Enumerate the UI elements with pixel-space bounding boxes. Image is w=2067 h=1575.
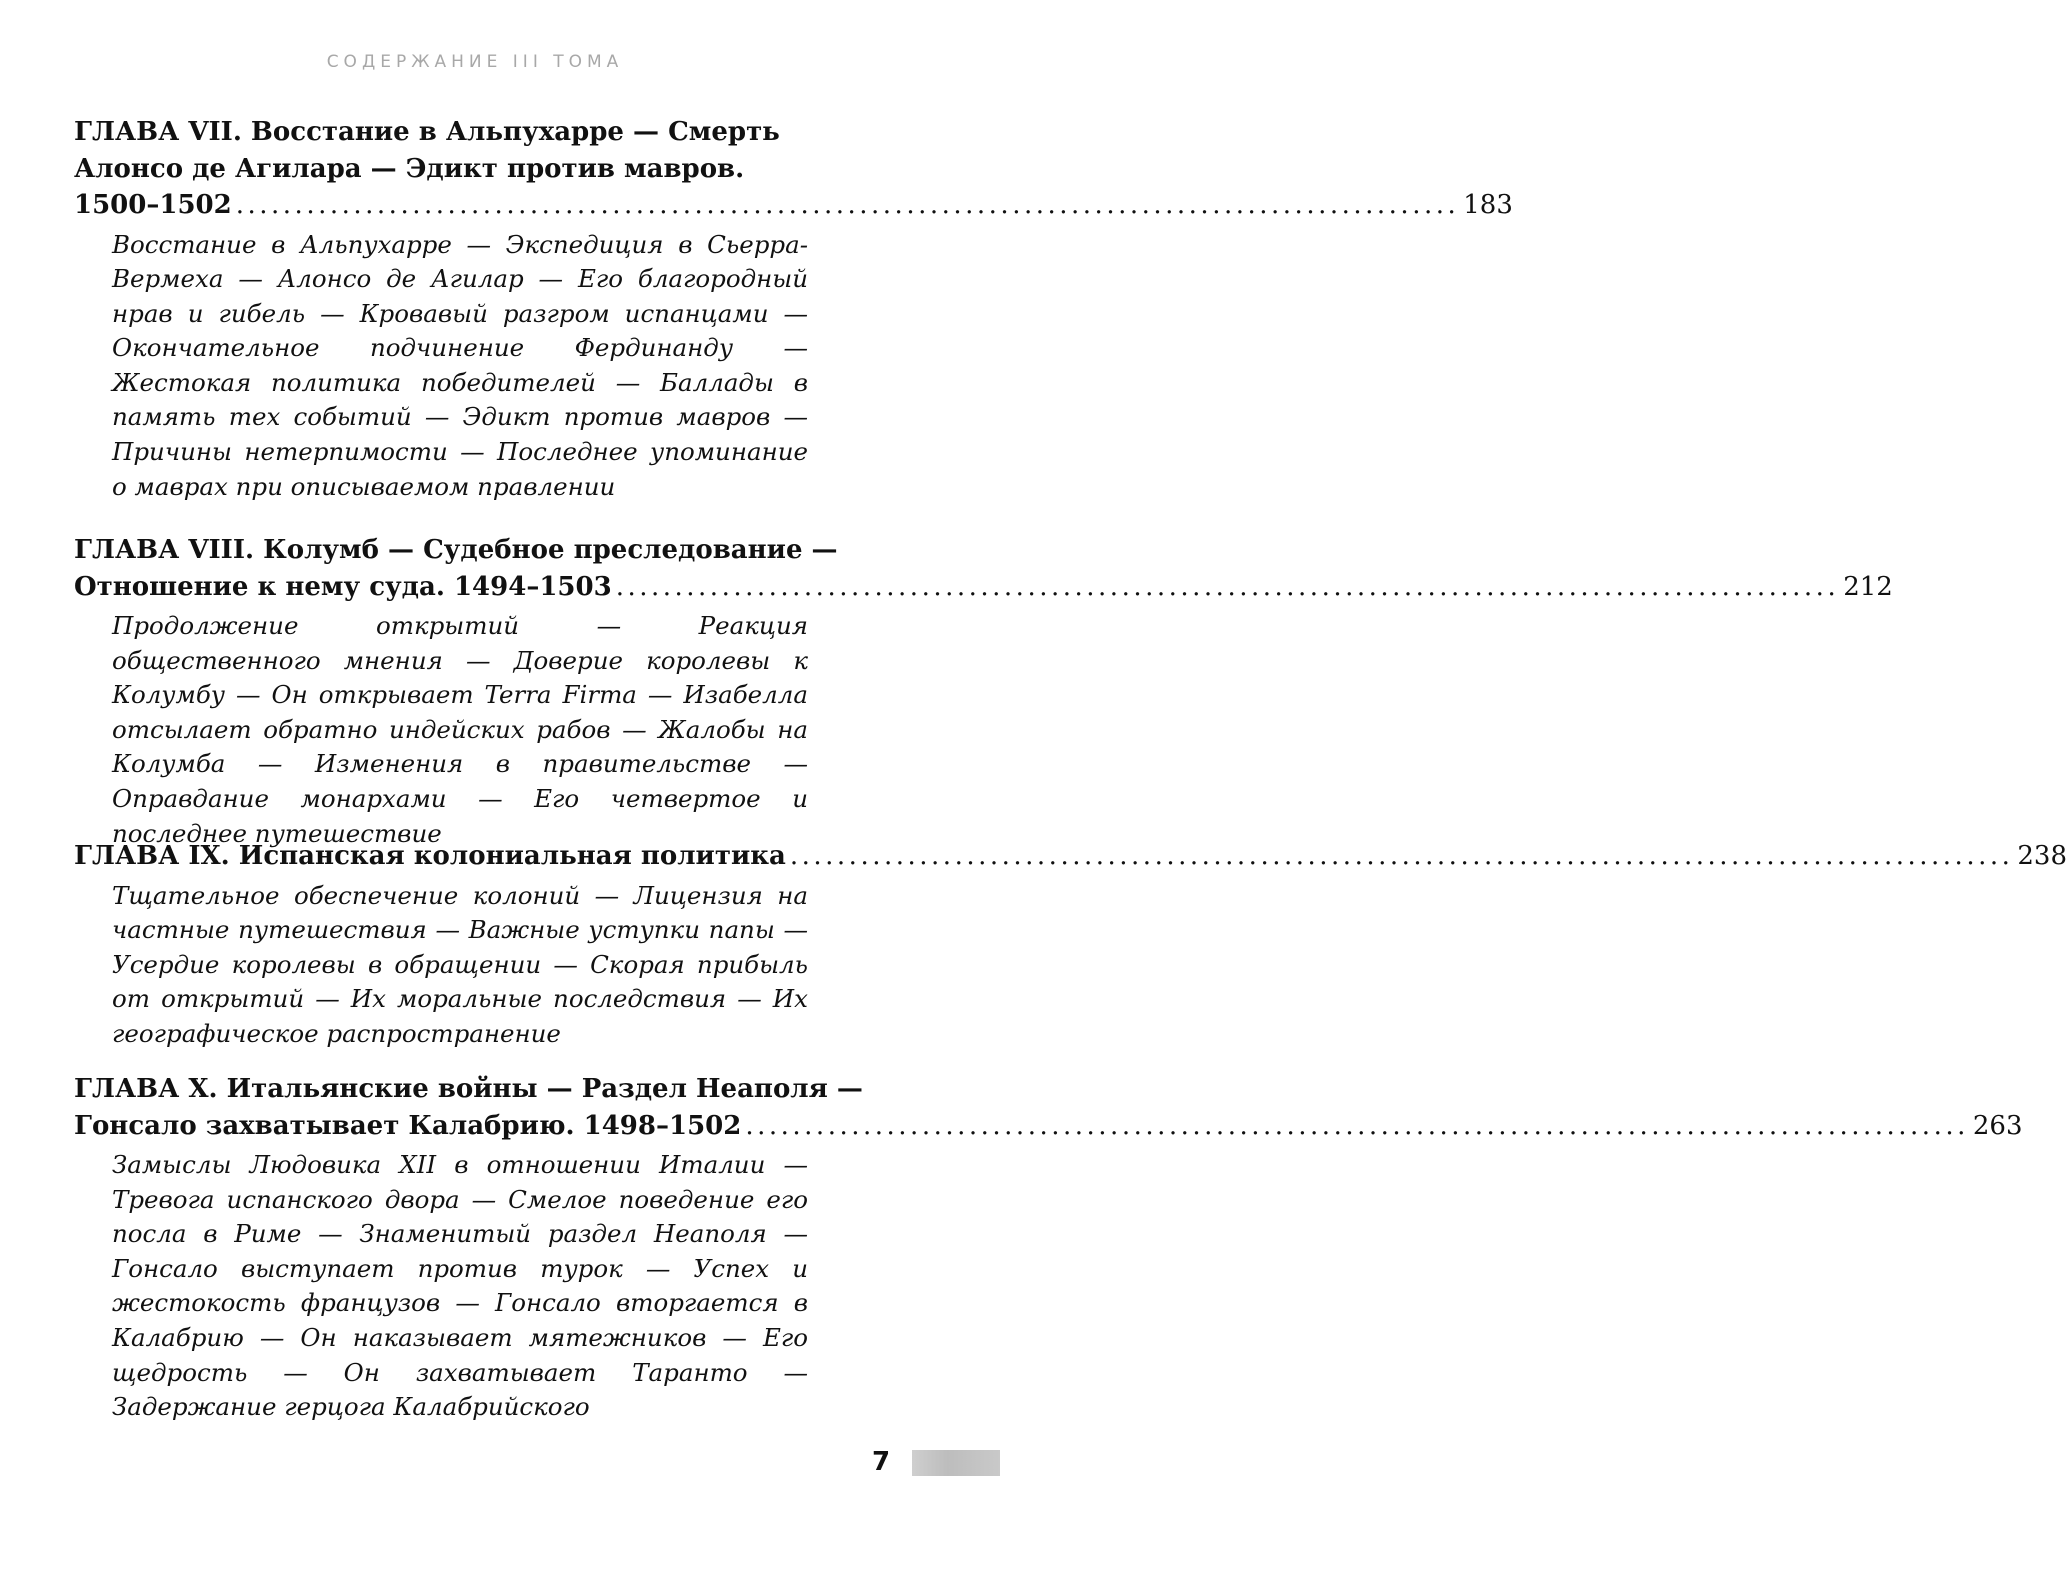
chapter-title-last-line — [74, 838, 2067, 875]
chapter-title-text: Отношение к нему суда. 1494–1503 — [74, 571, 612, 602]
chapter-title-last-line — [74, 1108, 2023, 1145]
folio-tab-bar — [912, 1450, 1000, 1476]
chapter-summary: Восстание в Альпухарре — Экспедиция в Сьерра-Вермеха — Алонсо де Агилар — Его благородный нрав и гибель — Кровавый разгром испанцами — Окончательное подчинение Фердинанду — Жестокая политика победителей — Баллады в память тех событий — Эдикт против мавров — Причины нетерпимости — Последнее упоминание о маврах при описываемом правлении — [112, 229, 808, 501]
page-number: 212 — [1843, 571, 1893, 602]
chapter-title-text: Гонсало захватывает Калабрию. 1498–1502 — [74, 1110, 742, 1141]
chapter-title-line: ГЛАВА X. Итальянские войны — Раздел Неаполя — — [74, 1074, 863, 1104]
chapter-vii — [74, 114, 1513, 504]
chapter-title — [74, 1071, 2023, 1144]
chapter-ix — [74, 838, 2067, 1051]
chapter-title-text: 1500–1502 — [74, 190, 232, 220]
chapter-summary: Продолжение открытий — Реакция общественного мнения — Доверие королевы к Колумбу — Он открывает Terra Firma — Изабелла отсылает обратно индейских рабов — Жалобы на Колумба — Изменения в правительстве — Оправдание монархами — Его четвертое и последнее путешествие — [112, 611, 808, 848]
chapter-x — [74, 1071, 2023, 1425]
chapter-title-line: Алонсо де Агилара — Эдикт против мавров. — [74, 153, 745, 184]
dot-leader: ........................................................................................................ — [615, 571, 1840, 602]
chapter-title — [74, 532, 1893, 605]
chapter-title — [74, 114, 1513, 224]
chapter-title-last-line — [74, 569, 1893, 606]
chapter-summary: Замыслы Людовика XII в отношении Италии — Тревога испанского двора — Смелое поведение его посла в Риме — Знаменитый раздел Неаполя — Гонсало выступает против турок — Успех и жестокость французов — Гонсало вторгается в Калабрию — Он наказывает мятежников — Его щедрость — Он захватывает Таранто — Задержание герцога Калабрийского — [112, 1150, 808, 1422]
page-number: 263 — [1972, 1110, 2023, 1141]
running-head: СОДЕРЖАНИЕ III ТОМА — [326, 52, 624, 72]
dot-leader: ........................................................................................................ — [745, 1110, 1969, 1141]
chapter-title-line: ГЛАВА VIII. Колумб — Судебное преследование — — [74, 535, 838, 565]
page-number: 183 — [1463, 190, 1513, 220]
folio-page-number: 7 — [872, 1447, 891, 1477]
chapter-title — [74, 838, 2067, 875]
dot-leader: ........................................................................................................ — [235, 190, 1460, 220]
chapter-summary: Тщательное обеспечение колоний — Лицензия на частные путешествия — Важные уступки папы — Усердие королевы в обращении — Скорая прибыль от открытий — Их моральные последствия — Их географическое распространение — [112, 880, 808, 1048]
chapter-viii — [74, 532, 1893, 851]
dot-leader: ........................................................................................................ — [789, 841, 2014, 871]
chapter-title-text: ГЛАВА IX. Испанская колониальная политика — [74, 841, 786, 871]
chapter-title-last-line — [74, 187, 1513, 224]
page-number: 238 — [2017, 841, 2067, 871]
chapter-title-line: ГЛАВА VII. Восстание в Альпухарре — Смерть — [74, 117, 780, 147]
